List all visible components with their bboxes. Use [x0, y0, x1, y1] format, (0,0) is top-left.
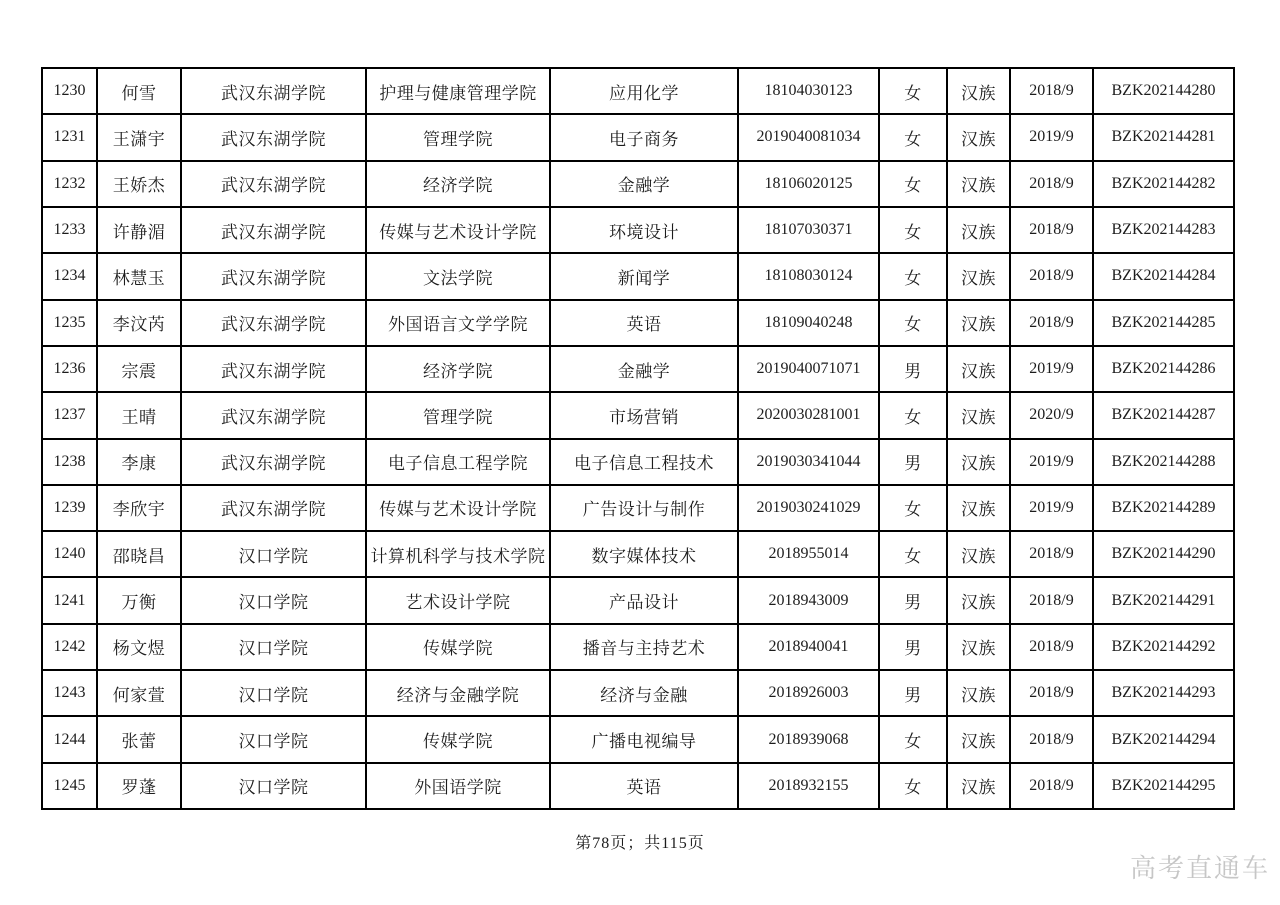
cell-enroll-date: 2018/9 [1010, 763, 1093, 809]
cell-major: 英语 [550, 763, 738, 809]
cell-name: 李康 [97, 439, 181, 485]
cell-gender: 女 [879, 253, 947, 299]
cell-college: 管理学院 [366, 114, 550, 160]
cell-university: 武汉东湖学院 [181, 68, 366, 114]
cell-code: BZK202144281 [1093, 114, 1234, 160]
cell-name: 邵晓昌 [97, 531, 181, 577]
cell-major: 金融学 [550, 346, 738, 392]
student-roster-table-body [42, 68, 1234, 809]
cell-row-no: 1235 [42, 300, 97, 346]
cell-university: 武汉东湖学院 [181, 300, 366, 346]
cell-gender: 女 [879, 763, 947, 809]
cell-code: BZK202144295 [1093, 763, 1234, 809]
cell-ethnicity: 汉族 [947, 485, 1010, 531]
cell-major: 金融学 [550, 161, 738, 207]
cell-university: 武汉东湖学院 [181, 392, 366, 438]
cell-major: 新闻学 [550, 253, 738, 299]
cell-ethnicity: 汉族 [947, 531, 1010, 577]
cell-student-no: 2019030241029 [738, 485, 879, 531]
table-row [42, 716, 1234, 762]
cell-code: BZK202144282 [1093, 161, 1234, 207]
cell-university: 武汉东湖学院 [181, 485, 366, 531]
cell-ethnicity: 汉族 [947, 114, 1010, 160]
cell-row-no: 1243 [42, 670, 97, 716]
cell-student-no: 18108030124 [738, 253, 879, 299]
table-row [42, 207, 1234, 253]
cell-row-no: 1231 [42, 114, 97, 160]
cell-enroll-date: 2018/9 [1010, 207, 1093, 253]
cell-gender: 男 [879, 439, 947, 485]
cell-gender: 女 [879, 716, 947, 762]
cell-ethnicity: 汉族 [947, 577, 1010, 623]
table-row [42, 485, 1234, 531]
cell-student-no: 2018955014 [738, 531, 879, 577]
cell-ethnicity: 汉族 [947, 346, 1010, 392]
table-row [42, 114, 1234, 160]
cell-student-no: 2018932155 [738, 763, 879, 809]
cell-code: BZK202144284 [1093, 253, 1234, 299]
cell-gender: 男 [879, 670, 947, 716]
cell-major: 环境设计 [550, 207, 738, 253]
cell-university: 武汉东湖学院 [181, 439, 366, 485]
cell-row-no: 1238 [42, 439, 97, 485]
cell-code: BZK202144291 [1093, 577, 1234, 623]
cell-major: 电子信息工程技术 [550, 439, 738, 485]
table-row [42, 531, 1234, 577]
cell-enroll-date: 2018/9 [1010, 300, 1093, 346]
cell-code: BZK202144293 [1093, 670, 1234, 716]
cell-enroll-date: 2018/9 [1010, 670, 1093, 716]
table-row [42, 439, 1234, 485]
cell-code: BZK202144285 [1093, 300, 1234, 346]
cell-enroll-date: 2020/9 [1010, 392, 1093, 438]
cell-code: BZK202144290 [1093, 531, 1234, 577]
cell-student-no: 18109040248 [738, 300, 879, 346]
cell-name: 罗蓬 [97, 763, 181, 809]
cell-ethnicity: 汉族 [947, 68, 1010, 114]
cell-college: 经济与金融学院 [366, 670, 550, 716]
cell-row-no: 1244 [42, 716, 97, 762]
cell-ethnicity: 汉族 [947, 439, 1010, 485]
table-row [42, 253, 1234, 299]
cell-name: 李欣宇 [97, 485, 181, 531]
cell-name: 王潇宇 [97, 114, 181, 160]
cell-row-no: 1240 [42, 531, 97, 577]
cell-row-no: 1245 [42, 763, 97, 809]
cell-enroll-date: 2018/9 [1010, 624, 1093, 670]
cell-student-no: 2019030341044 [738, 439, 879, 485]
cell-college: 经济学院 [366, 346, 550, 392]
cell-name: 宗震 [97, 346, 181, 392]
table-row [42, 763, 1234, 809]
cell-enroll-date: 2018/9 [1010, 253, 1093, 299]
cell-student-no: 18107030371 [738, 207, 879, 253]
cell-code: BZK202144283 [1093, 207, 1234, 253]
table-row [42, 346, 1234, 392]
cell-name: 何雪 [97, 68, 181, 114]
cell-college: 艺术设计学院 [366, 577, 550, 623]
cell-major: 市场营销 [550, 392, 738, 438]
cell-name: 何家萱 [97, 670, 181, 716]
cell-student-no: 2018926003 [738, 670, 879, 716]
cell-major: 广播电视编导 [550, 716, 738, 762]
cell-name: 王晴 [97, 392, 181, 438]
cell-university: 武汉东湖学院 [181, 207, 366, 253]
cell-college: 外国语学院 [366, 763, 550, 809]
cell-row-no: 1237 [42, 392, 97, 438]
cell-student-no: 2018943009 [738, 577, 879, 623]
cell-gender: 女 [879, 114, 947, 160]
cell-major: 播音与主持艺术 [550, 624, 738, 670]
cell-gender: 女 [879, 161, 947, 207]
cell-university: 汉口学院 [181, 716, 366, 762]
table-row [42, 577, 1234, 623]
cell-row-no: 1230 [42, 68, 97, 114]
cell-ethnicity: 汉族 [947, 763, 1010, 809]
cell-name: 李汶芮 [97, 300, 181, 346]
cell-enroll-date: 2018/9 [1010, 531, 1093, 577]
cell-student-no: 18106020125 [738, 161, 879, 207]
cell-gender: 女 [879, 68, 947, 114]
watermark-text: 高考直通车 [1129, 853, 1270, 883]
cell-gender: 女 [879, 531, 947, 577]
cell-student-no: 18104030123 [738, 68, 879, 114]
cell-ethnicity: 汉族 [947, 300, 1010, 346]
student-roster-table [41, 67, 1235, 810]
cell-code: BZK202144280 [1093, 68, 1234, 114]
table-row [42, 68, 1234, 114]
cell-college: 管理学院 [366, 392, 550, 438]
cell-college: 计算机科学与技术学院 [366, 531, 550, 577]
cell-student-no: 2019040071071 [738, 346, 879, 392]
cell-code: BZK202144289 [1093, 485, 1234, 531]
table-row [42, 670, 1234, 716]
cell-name: 许静湄 [97, 207, 181, 253]
cell-major: 产品设计 [550, 577, 738, 623]
cell-college: 经济学院 [366, 161, 550, 207]
cell-gender: 女 [879, 300, 947, 346]
cell-university: 汉口学院 [181, 670, 366, 716]
cell-college: 传媒与艺术设计学院 [366, 207, 550, 253]
cell-name: 王娇杰 [97, 161, 181, 207]
cell-enroll-date: 2018/9 [1010, 68, 1093, 114]
cell-row-no: 1232 [42, 161, 97, 207]
cell-college: 传媒与艺术设计学院 [366, 485, 550, 531]
cell-code: BZK202144288 [1093, 439, 1234, 485]
cell-university: 武汉东湖学院 [181, 114, 366, 160]
cell-major: 英语 [550, 300, 738, 346]
cell-major: 电子商务 [550, 114, 738, 160]
table-row [42, 624, 1234, 670]
cell-major: 应用化学 [550, 68, 738, 114]
cell-code: BZK202144287 [1093, 392, 1234, 438]
cell-gender: 女 [879, 207, 947, 253]
cell-row-no: 1241 [42, 577, 97, 623]
cell-enroll-date: 2018/9 [1010, 577, 1093, 623]
cell-university: 武汉东湖学院 [181, 346, 366, 392]
cell-enroll-date: 2019/9 [1010, 114, 1093, 160]
cell-college: 护理与健康管理学院 [366, 68, 550, 114]
cell-university: 汉口学院 [181, 531, 366, 577]
cell-code: BZK202144286 [1093, 346, 1234, 392]
cell-gender: 男 [879, 624, 947, 670]
cell-ethnicity: 汉族 [947, 624, 1010, 670]
table-row [42, 161, 1234, 207]
cell-gender: 男 [879, 577, 947, 623]
cell-code: BZK202144292 [1093, 624, 1234, 670]
cell-row-no: 1236 [42, 346, 97, 392]
cell-university: 武汉东湖学院 [181, 253, 366, 299]
cell-student-no: 2019040081034 [738, 114, 879, 160]
cell-row-no: 1233 [42, 207, 97, 253]
cell-gender: 男 [879, 346, 947, 392]
cell-student-no: 2020030281001 [738, 392, 879, 438]
cell-major: 广告设计与制作 [550, 485, 738, 531]
cell-university: 汉口学院 [181, 577, 366, 623]
cell-university: 武汉东湖学院 [181, 161, 366, 207]
cell-college: 电子信息工程学院 [366, 439, 550, 485]
cell-enroll-date: 2019/9 [1010, 485, 1093, 531]
cell-name: 张蕾 [97, 716, 181, 762]
cell-university: 汉口学院 [181, 624, 366, 670]
cell-gender: 女 [879, 485, 947, 531]
cell-name: 林慧玉 [97, 253, 181, 299]
cell-ethnicity: 汉族 [947, 207, 1010, 253]
cell-row-no: 1242 [42, 624, 97, 670]
cell-university: 汉口学院 [181, 763, 366, 809]
page-number-footer: 第78页；共115页 [575, 835, 705, 852]
cell-student-no: 2018939068 [738, 716, 879, 762]
table-row [42, 392, 1234, 438]
cell-ethnicity: 汉族 [947, 716, 1010, 762]
cell-name: 杨文煜 [97, 624, 181, 670]
cell-name: 万衡 [97, 577, 181, 623]
cell-enroll-date: 2018/9 [1010, 161, 1093, 207]
cell-ethnicity: 汉族 [947, 253, 1010, 299]
table-row [42, 300, 1234, 346]
cell-gender: 女 [879, 392, 947, 438]
cell-enroll-date: 2019/9 [1010, 346, 1093, 392]
cell-major: 数字媒体技术 [550, 531, 738, 577]
cell-row-no: 1239 [42, 485, 97, 531]
cell-student-no: 2018940041 [738, 624, 879, 670]
cell-college: 文法学院 [366, 253, 550, 299]
cell-row-no: 1234 [42, 253, 97, 299]
cell-college: 传媒学院 [366, 624, 550, 670]
cell-ethnicity: 汉族 [947, 670, 1010, 716]
cell-enroll-date: 2019/9 [1010, 439, 1093, 485]
cell-ethnicity: 汉族 [947, 161, 1010, 207]
cell-college: 外国语言文学学院 [366, 300, 550, 346]
cell-college: 传媒学院 [366, 716, 550, 762]
cell-code: BZK202144294 [1093, 716, 1234, 762]
cell-major: 经济与金融 [550, 670, 738, 716]
cell-ethnicity: 汉族 [947, 392, 1010, 438]
cell-enroll-date: 2018/9 [1010, 716, 1093, 762]
